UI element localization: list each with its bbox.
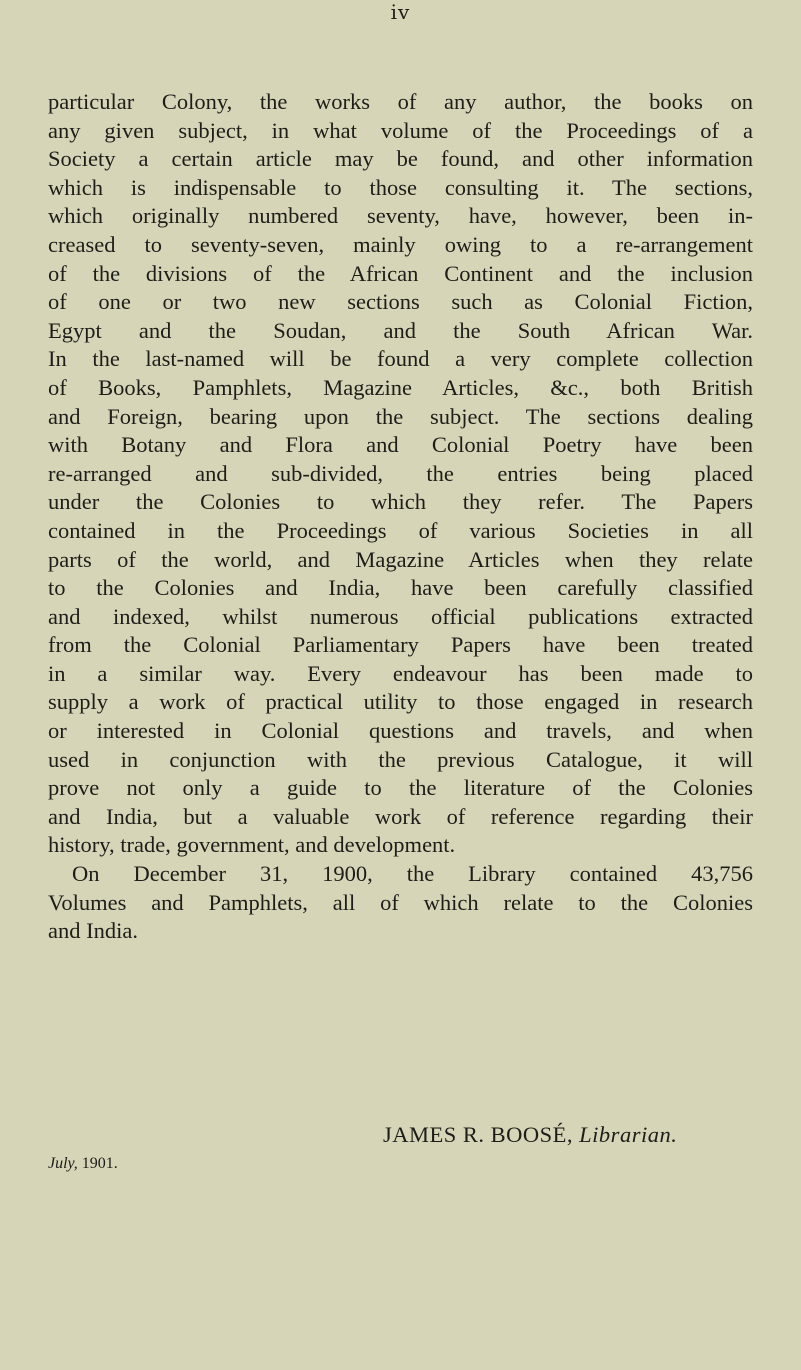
signature-name: JAMES R. BOOSÉ, <box>383 1122 574 1147</box>
text-line: On December 31, 1900, the Library contained 43,756 <box>72 861 753 887</box>
text-line: of Books, Pamphlets, Magazine Articles, &c., both British <box>48 374 753 400</box>
text-line: or interested in Colonial questions and travels, and when <box>48 718 753 744</box>
text-line: In the last-named will be found a very complete collection <box>48 346 753 372</box>
signature <box>383 1122 677 1148</box>
text-line: and Foreign, bearing upon the subject. The sections dealing <box>48 403 753 429</box>
text-line: of the divisions of the African Continent and the inclusion <box>48 260 753 286</box>
text-line: Egypt and the Soudan, and the South African War. <box>48 317 753 343</box>
text-line: re-arranged and sub-divided, the entries being placed <box>48 460 753 486</box>
text-line: any given subject, in what volume of the Proceedings of a <box>48 117 753 143</box>
date <box>48 1155 118 1173</box>
text-line: supply a work of practical utility to those engaged in research <box>48 689 753 715</box>
text-line: particular Colony, the works of any author, the books on <box>48 89 753 114</box>
text-line: and indexed, whilst numerous official publications extracted <box>48 603 753 629</box>
text-line: creased to seventy-seven, mainly owing to a re-arrangement <box>48 231 753 257</box>
text-line: prove not only a guide to the literature of the Colonies <box>48 775 753 801</box>
date-year: 1901. <box>81 1155 118 1172</box>
text-line: and India. <box>48 918 138 944</box>
text-line: contained in the Proceedings of various Societies in all <box>48 517 753 543</box>
text-line: in a similar way. Every endeavour has been made to <box>48 660 753 686</box>
date-month: July, <box>48 1155 78 1172</box>
text-line: to the Colonies and India, have been carefully classified <box>48 575 753 601</box>
text-line: and India, but a valuable work of reference regarding their <box>48 803 753 829</box>
text-line: under the Colonies to which they refer. The Papers <box>48 489 753 515</box>
text-line: of one or two new sections such as Colonial Fiction, <box>48 289 753 315</box>
text-line: parts of the world, and Magazine Articles when they relate <box>48 546 753 572</box>
text-line: with Botany and Flora and Colonial Poetry have been <box>48 432 753 458</box>
text-line: used in conjunction with the previous Catalogue, it will <box>48 746 753 772</box>
text-line: history, trade, government, and development. <box>48 832 456 858</box>
page-number: iv <box>390 0 411 24</box>
text-line: Volumes and Pamphlets, all of which relate to the Colonies <box>48 889 753 915</box>
text-line: which is indispensable to those consulting it. The sections, <box>48 174 753 200</box>
text-line: from the Colonial Parliamentary Papers have been treated <box>48 632 753 658</box>
text-line: Society a certain article may be found, and other information <box>48 146 753 172</box>
preface-text <box>48 88 753 946</box>
text-line: which originally numbered seventy, have, however, been in- <box>48 203 753 229</box>
signature-title: Librarian. <box>579 1122 678 1147</box>
